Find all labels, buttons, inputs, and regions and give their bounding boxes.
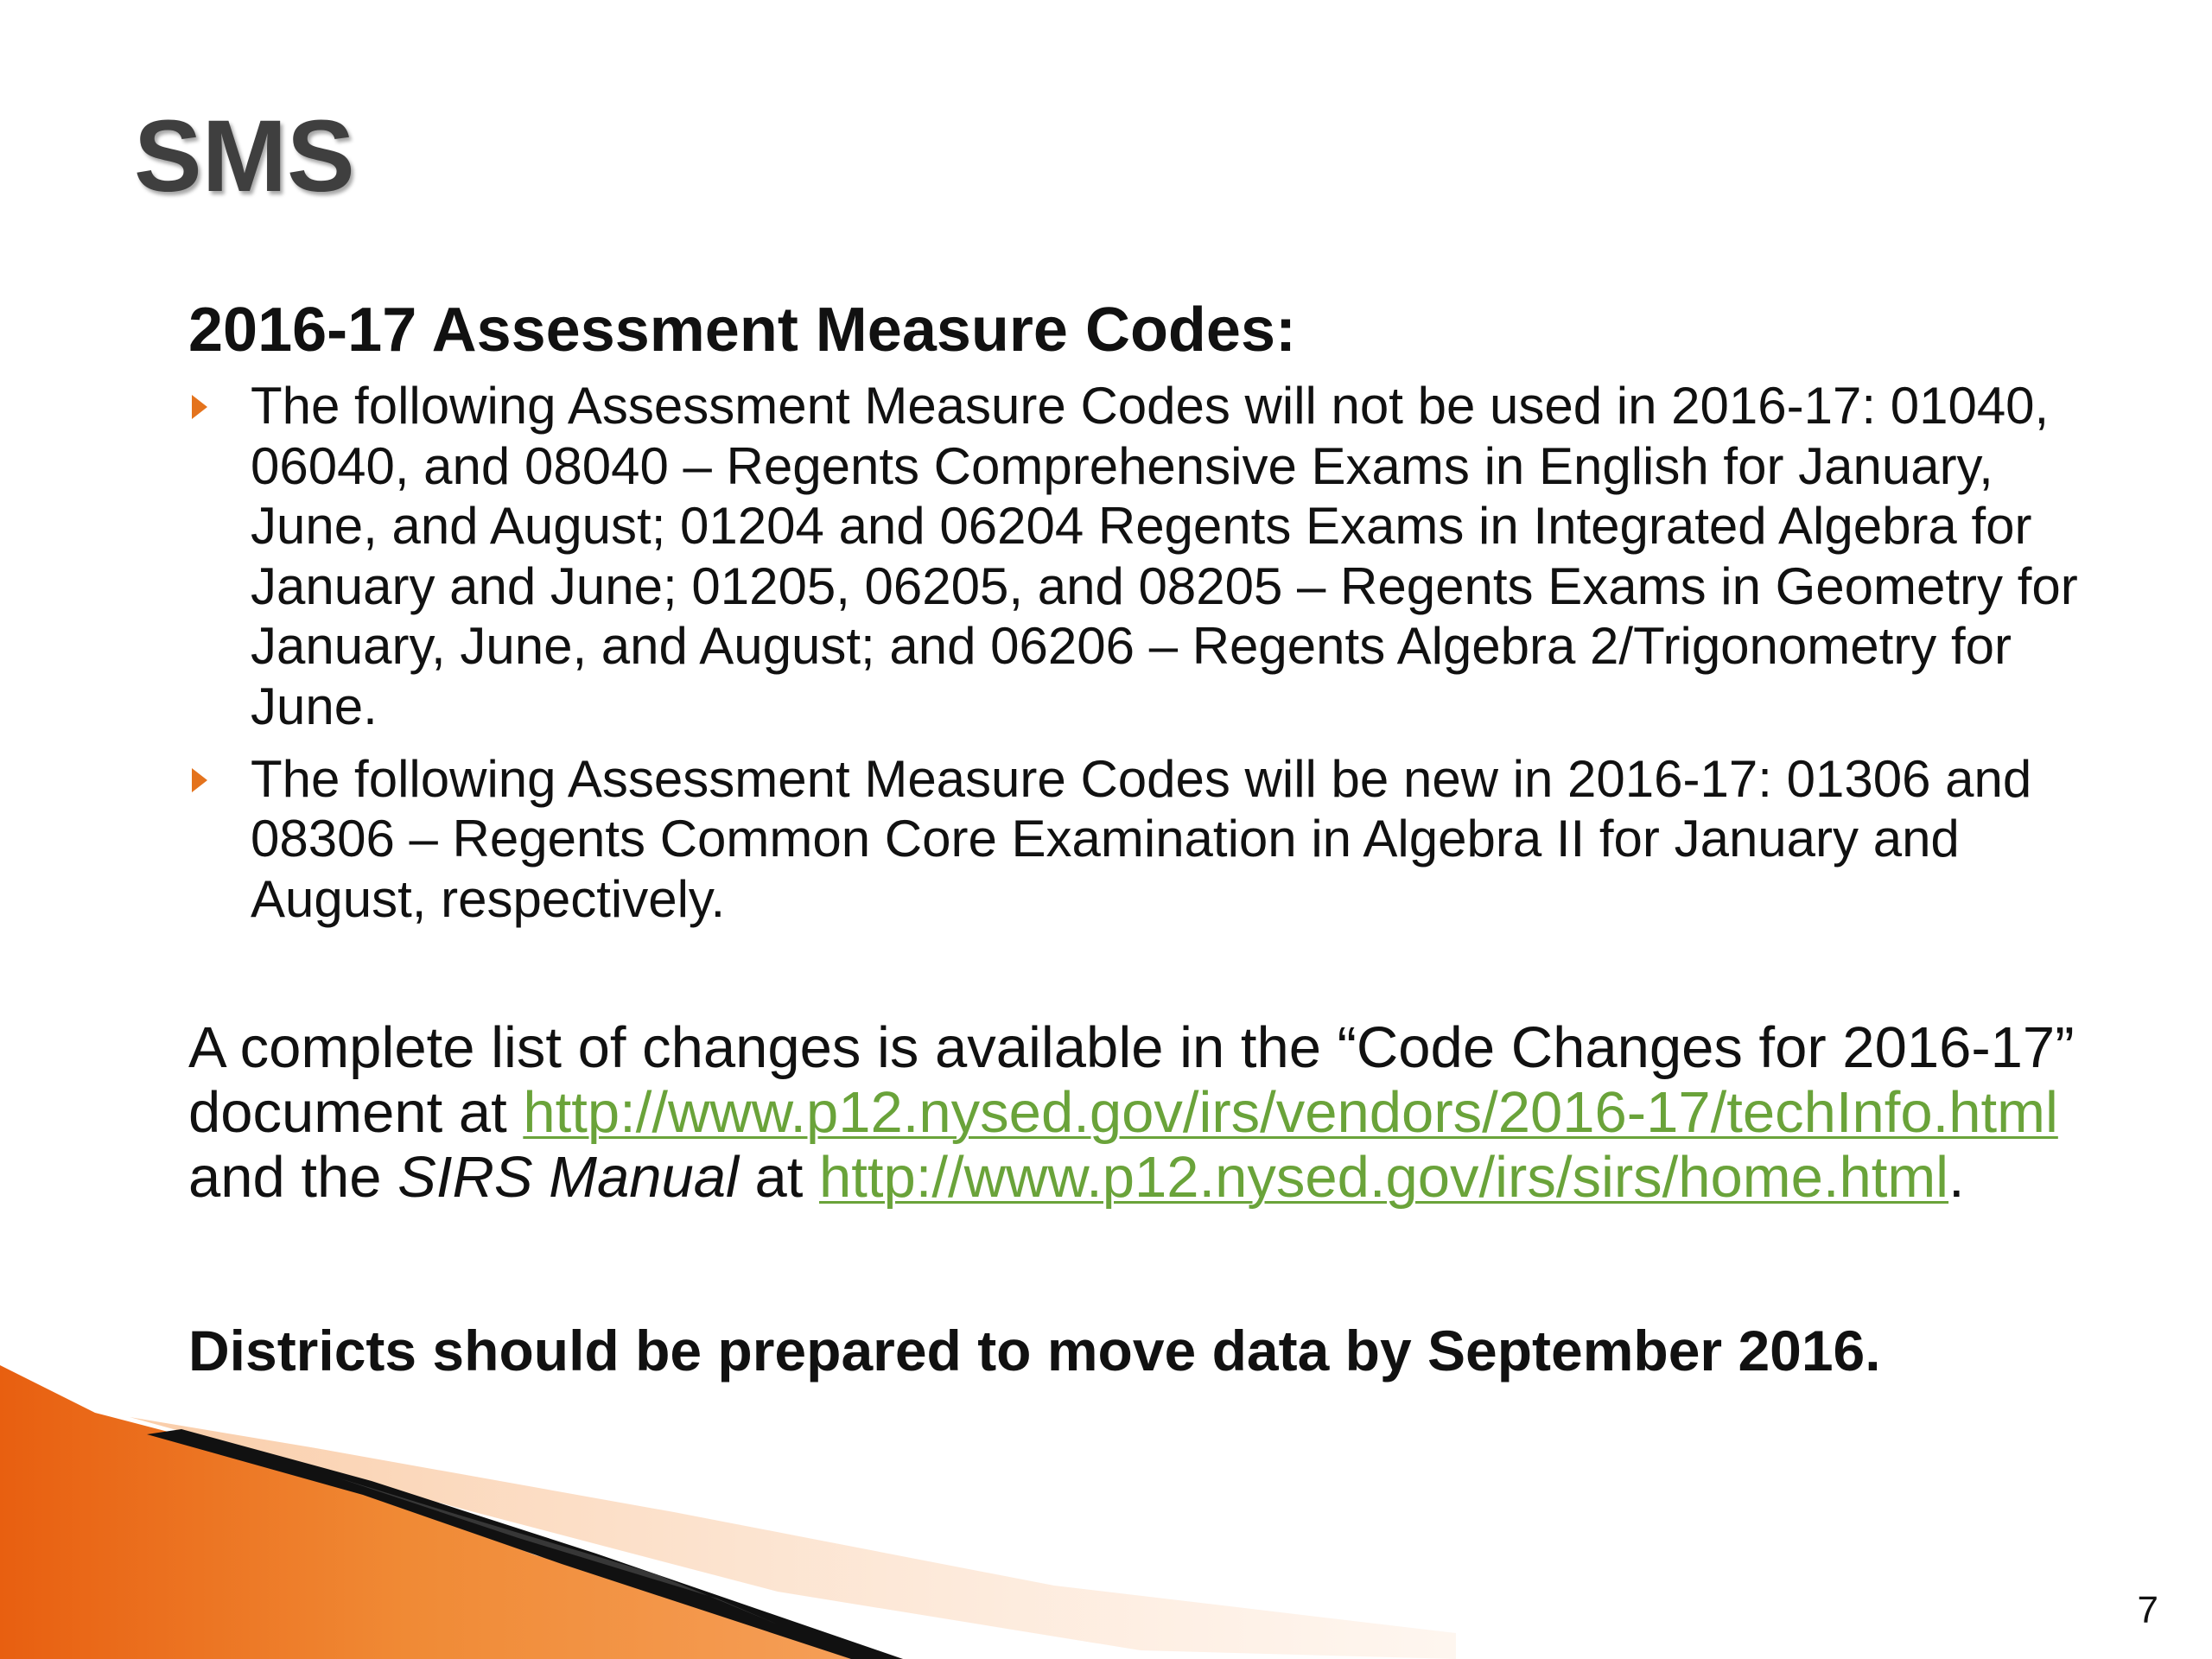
slide-title: SMS xyxy=(134,99,355,213)
slide-page-number: 7 xyxy=(2137,1589,2158,1631)
sirs-manual-title: SIRS Manual xyxy=(397,1145,739,1211)
paragraph-text-and-the: and the xyxy=(188,1145,398,1211)
district-preparation-statement: Districts should be prepared to move data by September 2016. xyxy=(188,1319,1881,1383)
slide-content xyxy=(188,294,2107,1384)
paragraph-text-at: at xyxy=(738,1145,820,1211)
bullet-item-new-codes xyxy=(188,749,2107,930)
bullet-arrow-icon xyxy=(192,768,207,792)
bullet-item-unused-codes xyxy=(188,376,2107,737)
new-codes-text: The following Assessment Measure Codes will be new in 2016-17: 01306 and 08306 – Regents Common Core Examination in Algebra II for January and August, respectively. xyxy=(251,749,2032,928)
paragraph-text-period: . xyxy=(1948,1145,1965,1211)
unused-codes-text: The following Assessment Measure Codes will not be used in 2016-17: 01040, 06040, and 08040 – Regents Comprehensive Exams in English for January, June, and August; 01204 and 06204 Regents Exams in Integrated Algebra for January and June; 01205, 06205, and 08205 – Regents Exams in Geometry for January, June, and August; and 06206 – Regents Algebra 2/Trigonometry for June. xyxy=(251,376,2078,735)
code-changes-paragraph xyxy=(188,1015,2107,1210)
paragraph-text-intro: A complete list of changes is available in the “Code Changes for 2016-17” document at xyxy=(188,1015,2075,1146)
bullet-arrow-icon xyxy=(192,395,207,419)
vendors-techinfo-link[interactable]: http://www.p12.nysed.gov/irs/vendors/2016-17/techInfo.html xyxy=(523,1080,2058,1146)
assessment-code-bullet-list xyxy=(188,376,2107,929)
assessment-measure-codes-heading: 2016-17 Assessment Measure Codes: xyxy=(188,296,1296,365)
sirs-home-link[interactable]: http://www.p12.nysed.gov/irs/sirs/home.html xyxy=(819,1145,1949,1211)
orange-wave-decoration xyxy=(0,1365,1469,1659)
